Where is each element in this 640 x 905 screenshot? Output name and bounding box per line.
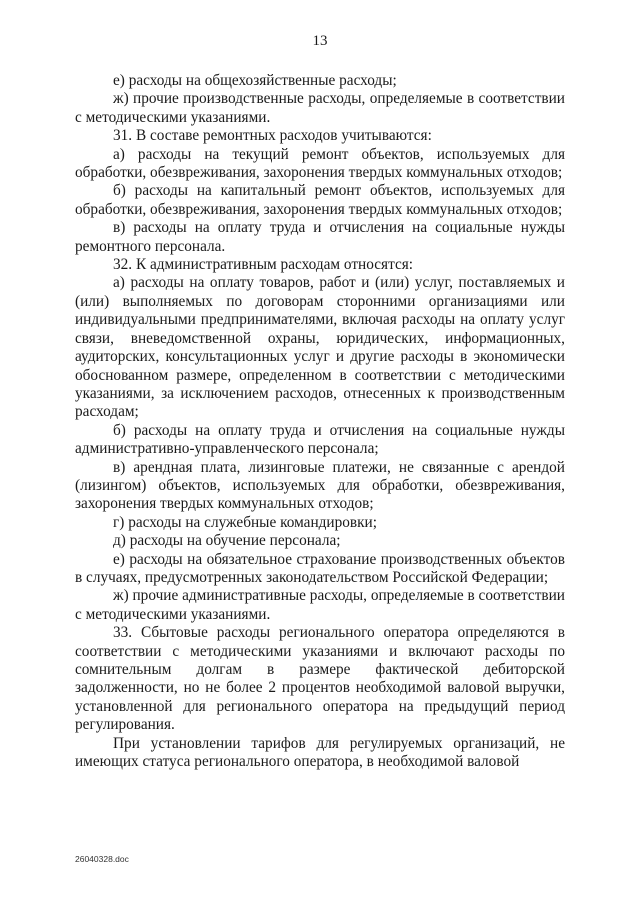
footer-filename: 26040328.doc [75,854,129,864]
clause-33: 33. Сбытовые расходы регионального оператора определяются в соответствии с методическими указаниями и включают расходы по сомнительным долгам в размере фактической дебиторской задолженности, но не более 2 процентов необходимой валовой выручки, установленной для регионального оператора на предыдущий период регулирования. [75,624,565,734]
clause-32-item-d: д) расходы на обучение персонала; [113,532,341,550]
clause-32-item-a: а) расходы на оплату товаров, работ и (или) услуг, поставляемых и (или) выполняемых по договорам сторонними организациями или индивидуальными предпринимателями, включая расходы на оплату услуг связи, вневедомственной охраны, юридических, информационных, аудиторских, консультационных услуг и другие расходы в экономически обоснованном размере, определенном в соответствии с методическими указаниями, за исключением расходов, отнесенных к производственным расходам; [75,274,565,421]
clause-31-heading: 31. В составе ремонтных расходов учитываются: [113,127,432,145]
clause-32-item-b: б) расходы на оплату труда и отчисления на социальные нужды административно-управленческого персонала; [75,421,565,458]
document-body [75,72,565,771]
clause-32-item-zh: ж) прочие административные расходы, определяемые в соответствии с методическими указаниями. [75,587,565,623]
clause-31-item-b: б) расходы на капитальный ремонт объектов, используемых для обработки, обезвреживания, захоронения твердых коммунальных отходов; [75,182,565,218]
page-number: 13 [312,33,328,49]
paragraph-tariffs-non-regional: При установлении тарифов для регулируемых организаций, не имеющих статуса регионального оператора, в необходимой валовой [75,734,565,771]
clause-31-item-v: в) расходы на оплату труда и отчисления на социальные нужды ремонтного персонала. [75,219,565,255]
clause-32-item-g: г) расходы на служебные командировки; [113,513,377,531]
clause-31-item-a: а) расходы на текущий ремонт объектов, используемых для обработки, обезвреживания, захоронения твердых коммунальных отходов; [75,145,565,182]
clause-32-item-v: в) арендная плата, лизинговые платежи, не связанные с арендой (лизингом) объектов, используемых для обработки, обезвреживания, захоронения твердых коммунальных отходов; [75,458,565,513]
paragraph-zh-other-production-expenses: ж) прочие производственные расходы, определяемые в соответствии с методическими указаниями. [75,90,565,126]
clause-32-item-e: е) расходы на обязательное страхование производственных объектов в случаях, предусмотренных законодательством Российской Федерации; [75,550,565,586]
paragraph-e-general-expenses: е) расходы на общехозяйственные расходы; [113,72,397,89]
clause-32-heading: 32. К административным расходам относятся: [113,256,414,274]
